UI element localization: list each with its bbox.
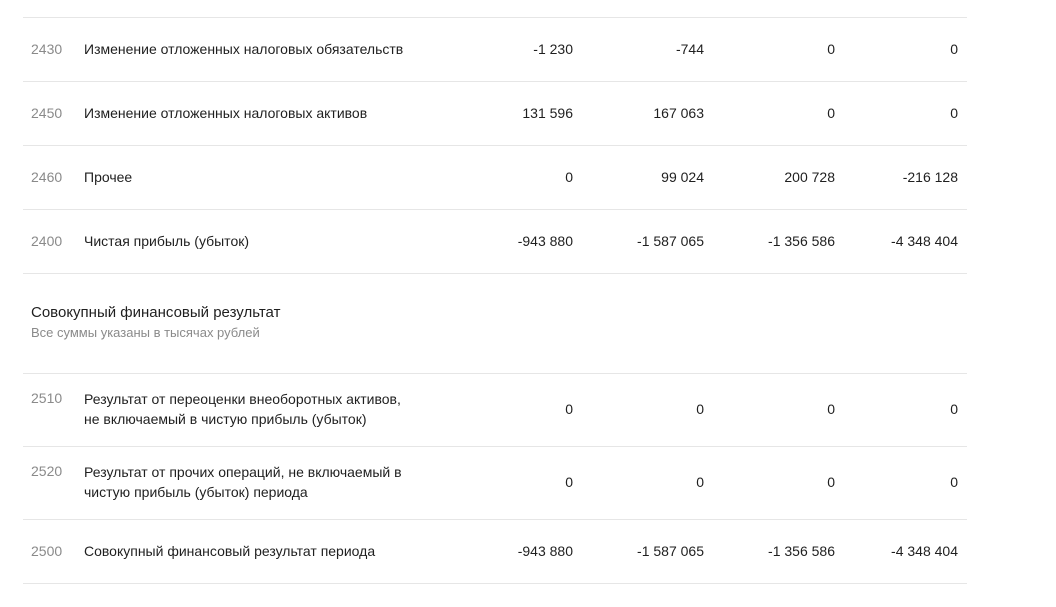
row-code: 2460: [31, 169, 63, 185]
row-code: 2400: [31, 233, 63, 249]
row-code: 2450: [31, 105, 63, 121]
table-row-2500: [23, 540, 967, 562]
value-col-2: 167 063: [653, 105, 704, 121]
row-label-line: Результат от прочих операций, не включаемый в: [84, 464, 402, 480]
row-code: 2510: [31, 390, 63, 406]
value-col-1: 0: [565, 401, 573, 417]
value-col-4: 0: [950, 401, 958, 417]
value-col-3: 200 728: [784, 169, 835, 185]
row-divider: [23, 273, 967, 274]
row-divider: [23, 519, 967, 520]
value-col-3: -1 356 586: [768, 543, 835, 559]
section-subtitle: Все суммы указаны в тысячах рублей: [31, 325, 260, 340]
value-col-2: 0: [696, 401, 704, 417]
value-col-3: 0: [827, 41, 835, 57]
row-divider: [23, 583, 967, 584]
value-col-3: 0: [827, 401, 835, 417]
row-divider: [23, 145, 967, 146]
value-col-1: 131 596: [522, 105, 573, 121]
value-col-4: 0: [950, 105, 958, 121]
table-row-2400: [23, 230, 967, 252]
row-label: Изменение отложенных налоговых активов: [84, 105, 368, 121]
row-divider: [23, 17, 967, 18]
value-col-1: 0: [565, 169, 573, 185]
value-col-3: 0: [827, 474, 835, 490]
value-col-1: -943 880: [517, 543, 573, 559]
table-row-2510: [23, 388, 967, 430]
value-col-4: -4 348 404: [891, 543, 958, 559]
value-col-2: 0: [696, 474, 704, 490]
value-col-2: -1 587 065: [637, 233, 704, 249]
row-divider: [23, 81, 967, 82]
table-row-2520: [23, 461, 967, 503]
value-col-1: -943 880: [517, 233, 573, 249]
row-label: [84, 462, 429, 502]
value-col-4: -216 128: [902, 169, 958, 185]
row-divider: [23, 446, 967, 447]
value-col-1: -1 230: [533, 41, 573, 57]
row-label: Прочее: [84, 169, 133, 185]
row-divider: [23, 209, 967, 210]
section-title: Совокупный финансовый результат: [31, 304, 281, 321]
row-code: 2520: [31, 463, 63, 479]
value-col-2: -744: [675, 41, 704, 57]
value-col-2: -1 587 065: [637, 543, 704, 559]
value-col-4: 0: [950, 474, 958, 490]
value-col-3: 0: [827, 105, 835, 121]
value-col-4: -4 348 404: [891, 233, 958, 249]
row-code: 2430: [31, 41, 63, 57]
row-label-line: Результат от переоценки внеоборотных активов,: [84, 391, 401, 407]
row-label-line: не включаемый в чистую прибыль (убыток): [84, 411, 367, 427]
row-label: [84, 389, 429, 429]
row-divider: [23, 373, 967, 374]
table-row-2450: [23, 102, 967, 124]
row-label: Совокупный финансовый результат периода: [84, 543, 376, 559]
value-col-3: -1 356 586: [768, 233, 835, 249]
row-label: Изменение отложенных налоговых обязательств: [84, 41, 404, 57]
value-col-2: 99 024: [661, 169, 704, 185]
value-col-4: 0: [950, 41, 958, 57]
row-code: 2500: [31, 543, 63, 559]
table-row-2460: [23, 166, 967, 188]
row-label-line: чистую прибыль (убыток) периода: [84, 484, 308, 500]
table-row-2430: [23, 38, 967, 60]
value-col-1: 0: [565, 474, 573, 490]
row-label: Чистая прибыль (убыток): [84, 233, 250, 249]
